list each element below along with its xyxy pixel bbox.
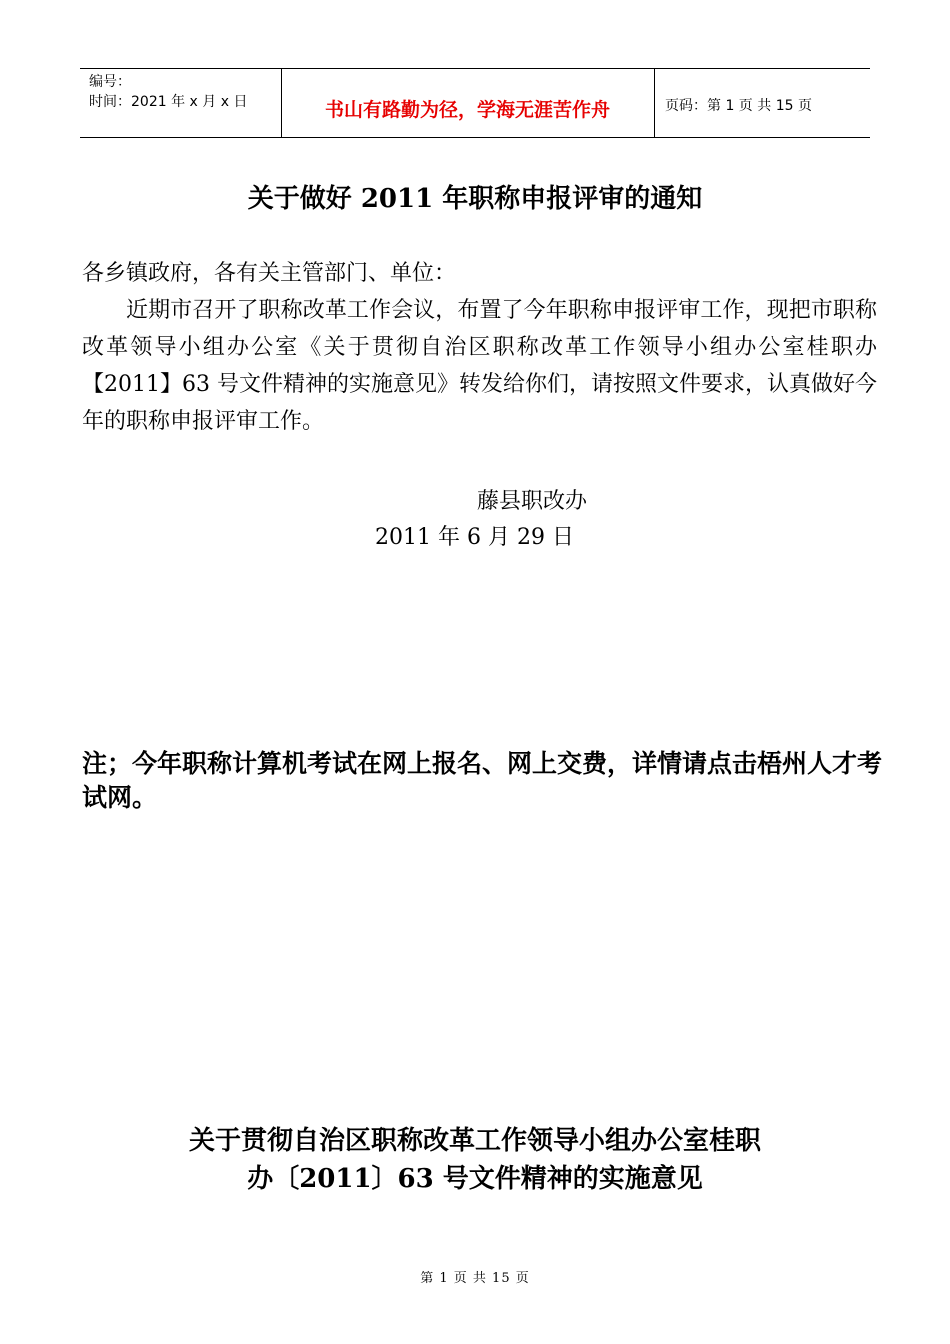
second-title xyxy=(0,1122,950,1198)
header-motto-cell xyxy=(281,69,655,137)
second-title-line-2: 办〔2011〕63 号文件精神的实施意见 xyxy=(247,1164,703,1194)
salutation: 各乡镇政府，各有关主管部门、单位： xyxy=(82,261,457,286)
document-number-label: 编号： xyxy=(89,74,131,90)
header-page-cell xyxy=(655,69,870,137)
second-title-line-1: 关于贯彻自治区职称改革工作领导小组办公室桂职 xyxy=(188,1126,761,1156)
page-footer: 第 1 页 共 15 页 xyxy=(420,1271,530,1286)
header-page-info: 页码：第 1 页 共 15 页 xyxy=(665,98,812,114)
page-header xyxy=(80,68,870,138)
signature: 藤县职改办 xyxy=(477,489,588,514)
header-motto: 书山有路勤为径，学海无涯苦作舟 xyxy=(324,99,610,121)
header-info-cell xyxy=(80,69,282,137)
body-paragraph: 近期市召开了职称改革工作会议，布置了今年职称申报评审工作，现把市职称改革领导小组办公室《关于贯彻自治区职称改革工作领导小组办公室桂职办【2011】63 号文件精神的实施意见》转发给你们，请按照文件要求，认真做好今年的职称申报评审工作。 xyxy=(82,298,877,434)
document-date: 2011 年 6 月 29 日 xyxy=(375,525,574,550)
note-paragraph: 注；今年职称计算机考试在网上报名、网上交费，详情请点击梧州人才考试网。 xyxy=(82,749,883,812)
document-time-label: 时间：2021 年 x 月 x 日 xyxy=(89,94,248,110)
document-title: 关于做好 2011 年职称申报评审的通知 xyxy=(247,184,703,214)
